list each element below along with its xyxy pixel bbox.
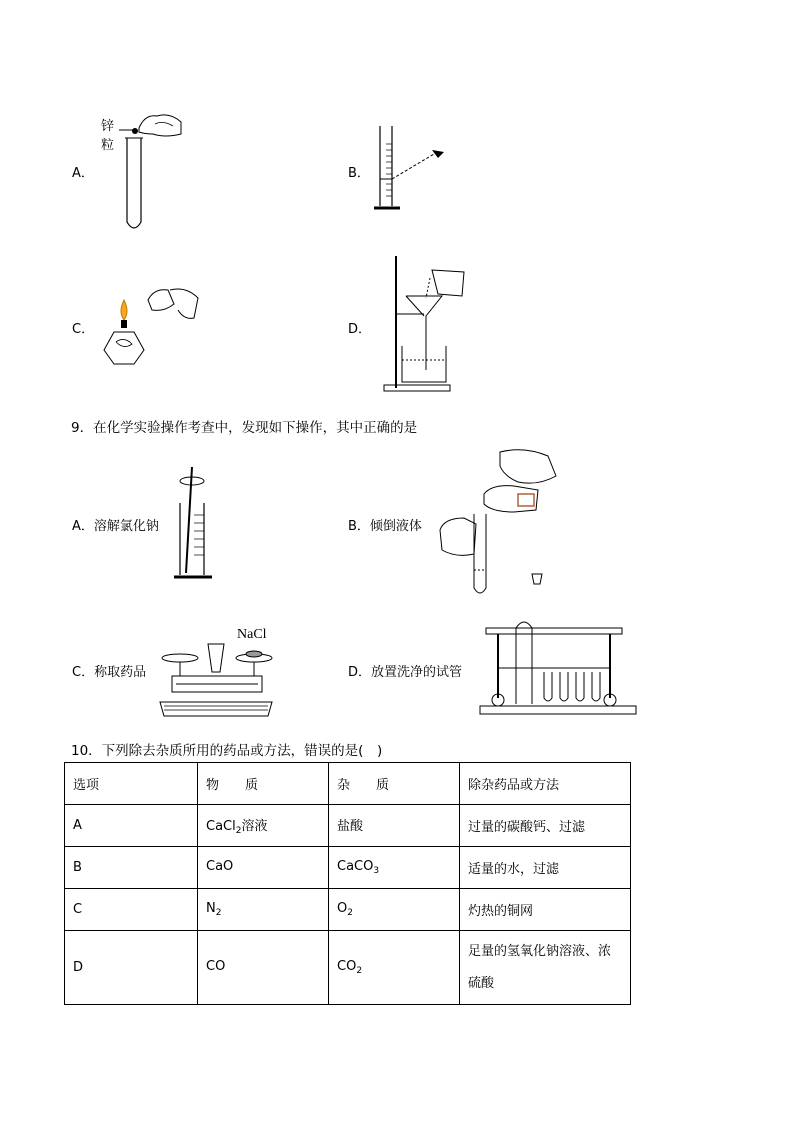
q9-option-a-text: A．溶解氯化钠 (72, 519, 159, 534)
header-impurity: 杂 质 (329, 763, 460, 805)
row-option: C (65, 889, 198, 931)
row-method: 灼热的铜网 (460, 889, 631, 931)
table-row (65, 931, 631, 1005)
q8-option-a-label: A． (72, 166, 94, 181)
dissolve-nacl-cylinder-figure (172, 465, 222, 583)
q9-title: 9．在化学实验操作考查中，发现如下操作，其中正确的是 (71, 420, 418, 436)
zinc-label-1: 锌 (101, 119, 115, 134)
row-substance: CaCl$_2$溶液 (198, 805, 329, 847)
header-method: 除杂药品或方法 (460, 763, 631, 805)
graduated-cylinder-eye-figure (372, 124, 452, 214)
row-substance: CO (198, 931, 329, 1005)
row-impurity: CaCO$_3$ (329, 847, 460, 889)
test-tube-zinc-figure (115, 110, 185, 235)
table-row (65, 889, 631, 931)
zinc-label-2: 粒 (101, 138, 115, 153)
row-option: A (65, 805, 198, 847)
q8-option-b-label: B． (348, 166, 370, 181)
q10-table (64, 762, 631, 1005)
row-method: 过量的碳酸钙、过滤 (460, 805, 631, 847)
row-impurity: $O_2$ (329, 889, 460, 931)
pour-liquid-figure (434, 446, 564, 600)
q10-title: 10．下列除去杂质所用的药品或方法，错误的是( ) (71, 743, 383, 759)
nacl-label: NaCl (237, 627, 267, 642)
row-impurity: $CO_2$ (329, 931, 460, 1005)
row-substance: $N_2$ (198, 889, 329, 931)
table-row (65, 847, 631, 889)
row-substance: CaO (198, 847, 329, 889)
q8-option-d-label: D． (348, 322, 372, 337)
filtration-figure (380, 252, 475, 394)
row-impurity: 盐酸 (329, 805, 460, 847)
alcohol-lamp-figure (98, 280, 208, 370)
row-method: 足量的氢氧化钠溶液、浓 硫酸 (460, 931, 631, 1005)
test-tube-rack-figure (478, 618, 638, 718)
row-option: D (65, 931, 198, 1005)
balance-figure (156, 636, 276, 720)
row-method: 适量的水，过滤 (460, 847, 631, 889)
table-header-row (65, 763, 631, 805)
q9-option-d-text: D．放置洗净的试管 (348, 665, 463, 680)
row-option: B (65, 847, 198, 889)
header-option: 选项 (65, 763, 198, 805)
q9-option-b-text: B．倾倒液体 (348, 519, 422, 534)
q8-option-c-label: C． (72, 322, 95, 337)
q9-option-c-text: C．称取药品 (72, 665, 147, 680)
table-row (65, 805, 631, 847)
header-substance: 物 质 (198, 763, 329, 805)
